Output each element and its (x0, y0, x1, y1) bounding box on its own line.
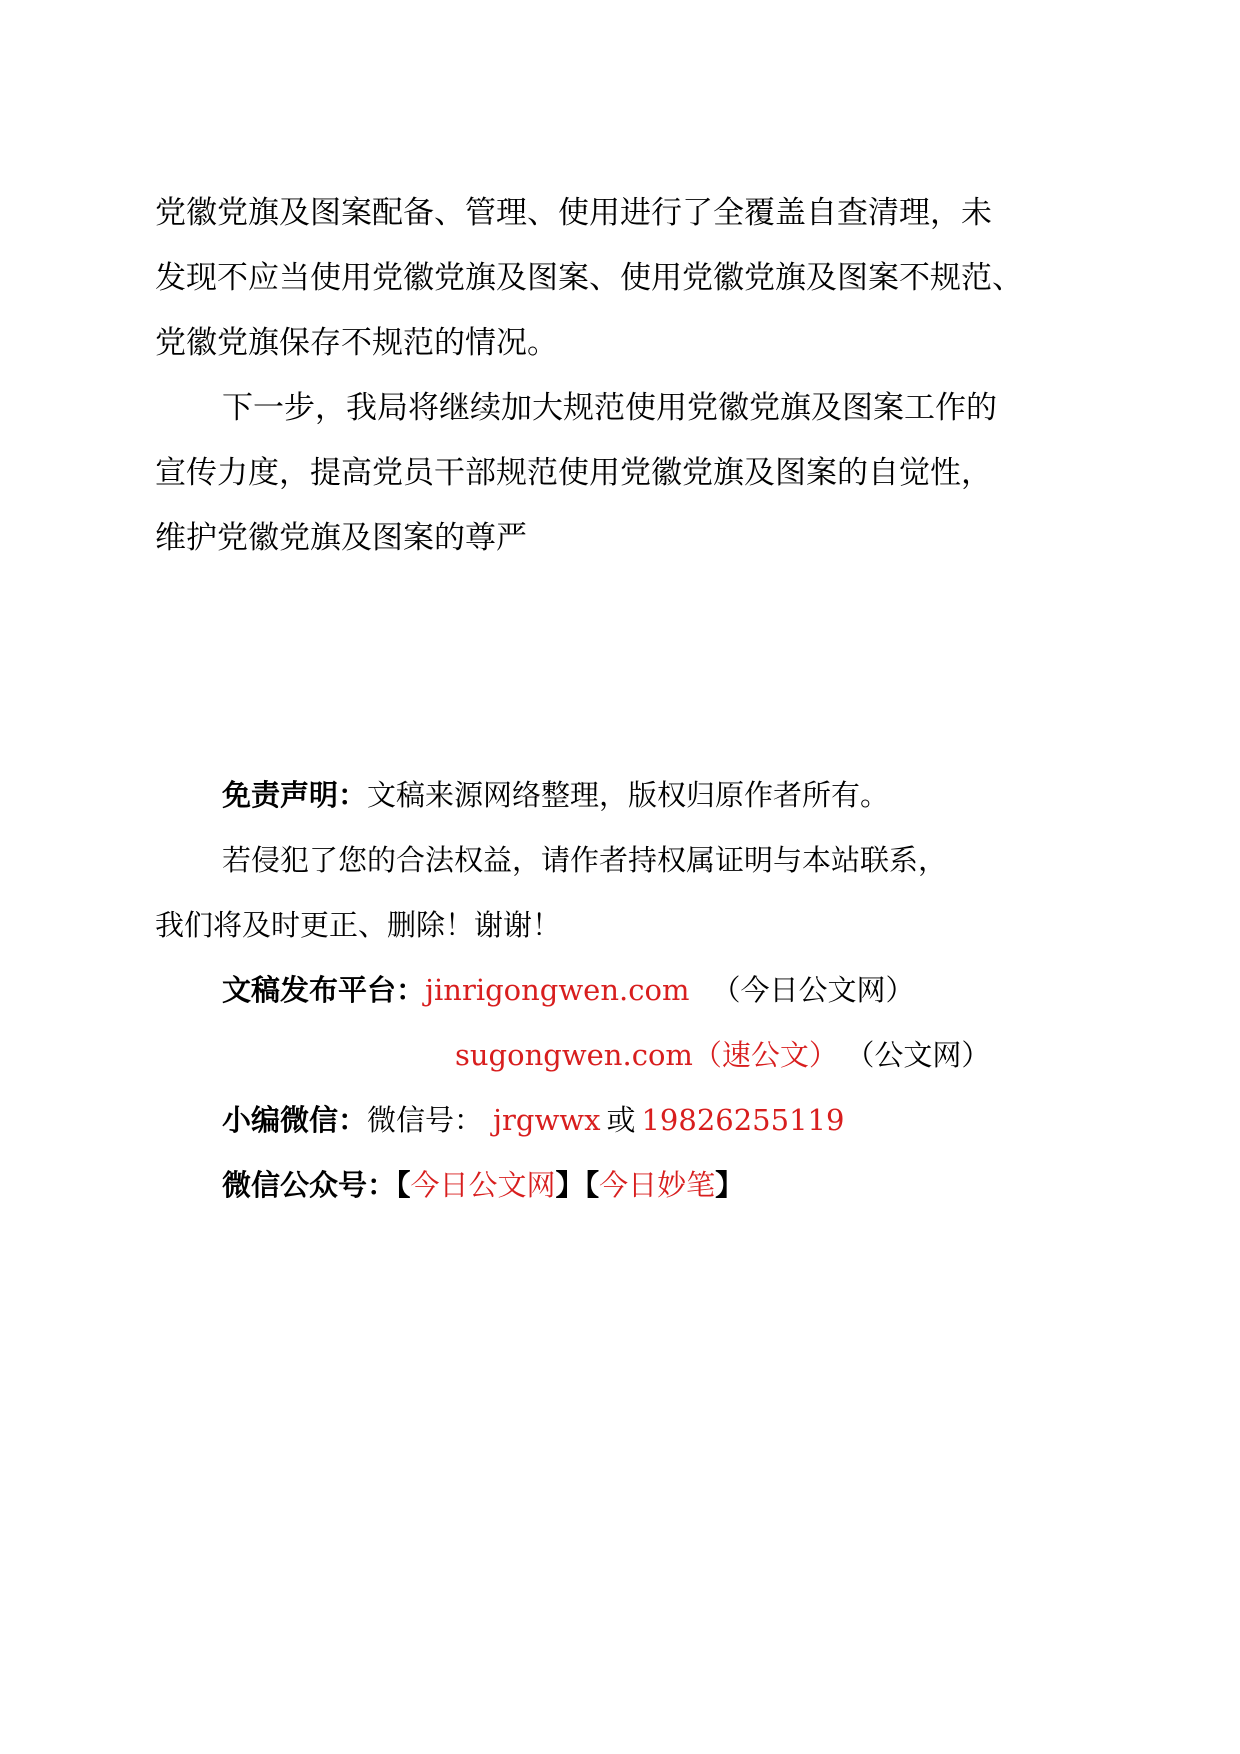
official-accounts-line (222, 1165, 744, 1205)
official-label: 微信公众号： (222, 1168, 397, 1202)
article-line-3: 党徽党旗保存不规范的情况。 (155, 325, 558, 361)
platform-site-1-name: （今日公文网） (711, 973, 915, 1007)
wechat-line (222, 1100, 844, 1140)
official-account-2: 今日妙笔 (599, 1168, 716, 1202)
article-line-4: 下一步，我局将继续加大规范使用党徽党旗及图案工作的 (222, 390, 997, 426)
disclaimer-text-1: 文稿来源网络整理，版权归原作者所有。 (367, 778, 890, 812)
disclaimer-line-1 (222, 775, 889, 815)
article-line-5: 宣传力度，提高党员干部规范使用党徽党旗及图案的自觉性， (155, 455, 992, 491)
disclaimer-label: 免责声明： (222, 778, 368, 812)
platform-site-1-link[interactable]: jinrigongwen.com (425, 973, 690, 1007)
article-line-1: 党徽党旗及图案配备、管理、使用进行了全覆盖自查清理，未 (155, 195, 992, 231)
article-line-6: 维护党徽党旗及图案的尊严 (155, 520, 527, 556)
wechat-label: 小编微信： (222, 1103, 368, 1137)
bracket-open-1: 【 (396, 1168, 411, 1202)
disclaimer-line-2: 若侵犯了您的合法权益，请作者持权属证明与本站联系， (222, 843, 948, 877)
bracket-close-2: 】 (715, 1168, 745, 1202)
official-account-1: 今日公文网 (410, 1168, 556, 1202)
disclaimer-line-3: 我们将及时更正、删除！谢谢！ (155, 908, 562, 942)
platform-line-2 (455, 1035, 990, 1075)
article-line-2: 发现不应当使用党徽党旗及图案、使用党徽党旗及图案不规范、 (155, 260, 1023, 296)
platform-line-1 (222, 970, 914, 1010)
bracket-close-1: 】 (555, 1168, 585, 1202)
platform-site-2-link[interactable]: sugongwen.com（速公文） (455, 1038, 838, 1072)
bracket-open-2: 【 (584, 1168, 600, 1202)
platform-site-2-name: （公文网） (859, 1038, 991, 1072)
wechat-phone: 19826255119 (641, 1103, 845, 1137)
wechat-prefix: 微信号： (367, 1103, 484, 1137)
wechat-or: 或 (606, 1103, 636, 1137)
wechat-id: jrgwwx (493, 1103, 601, 1137)
platform-label: 文稿发布平台： (222, 973, 426, 1007)
